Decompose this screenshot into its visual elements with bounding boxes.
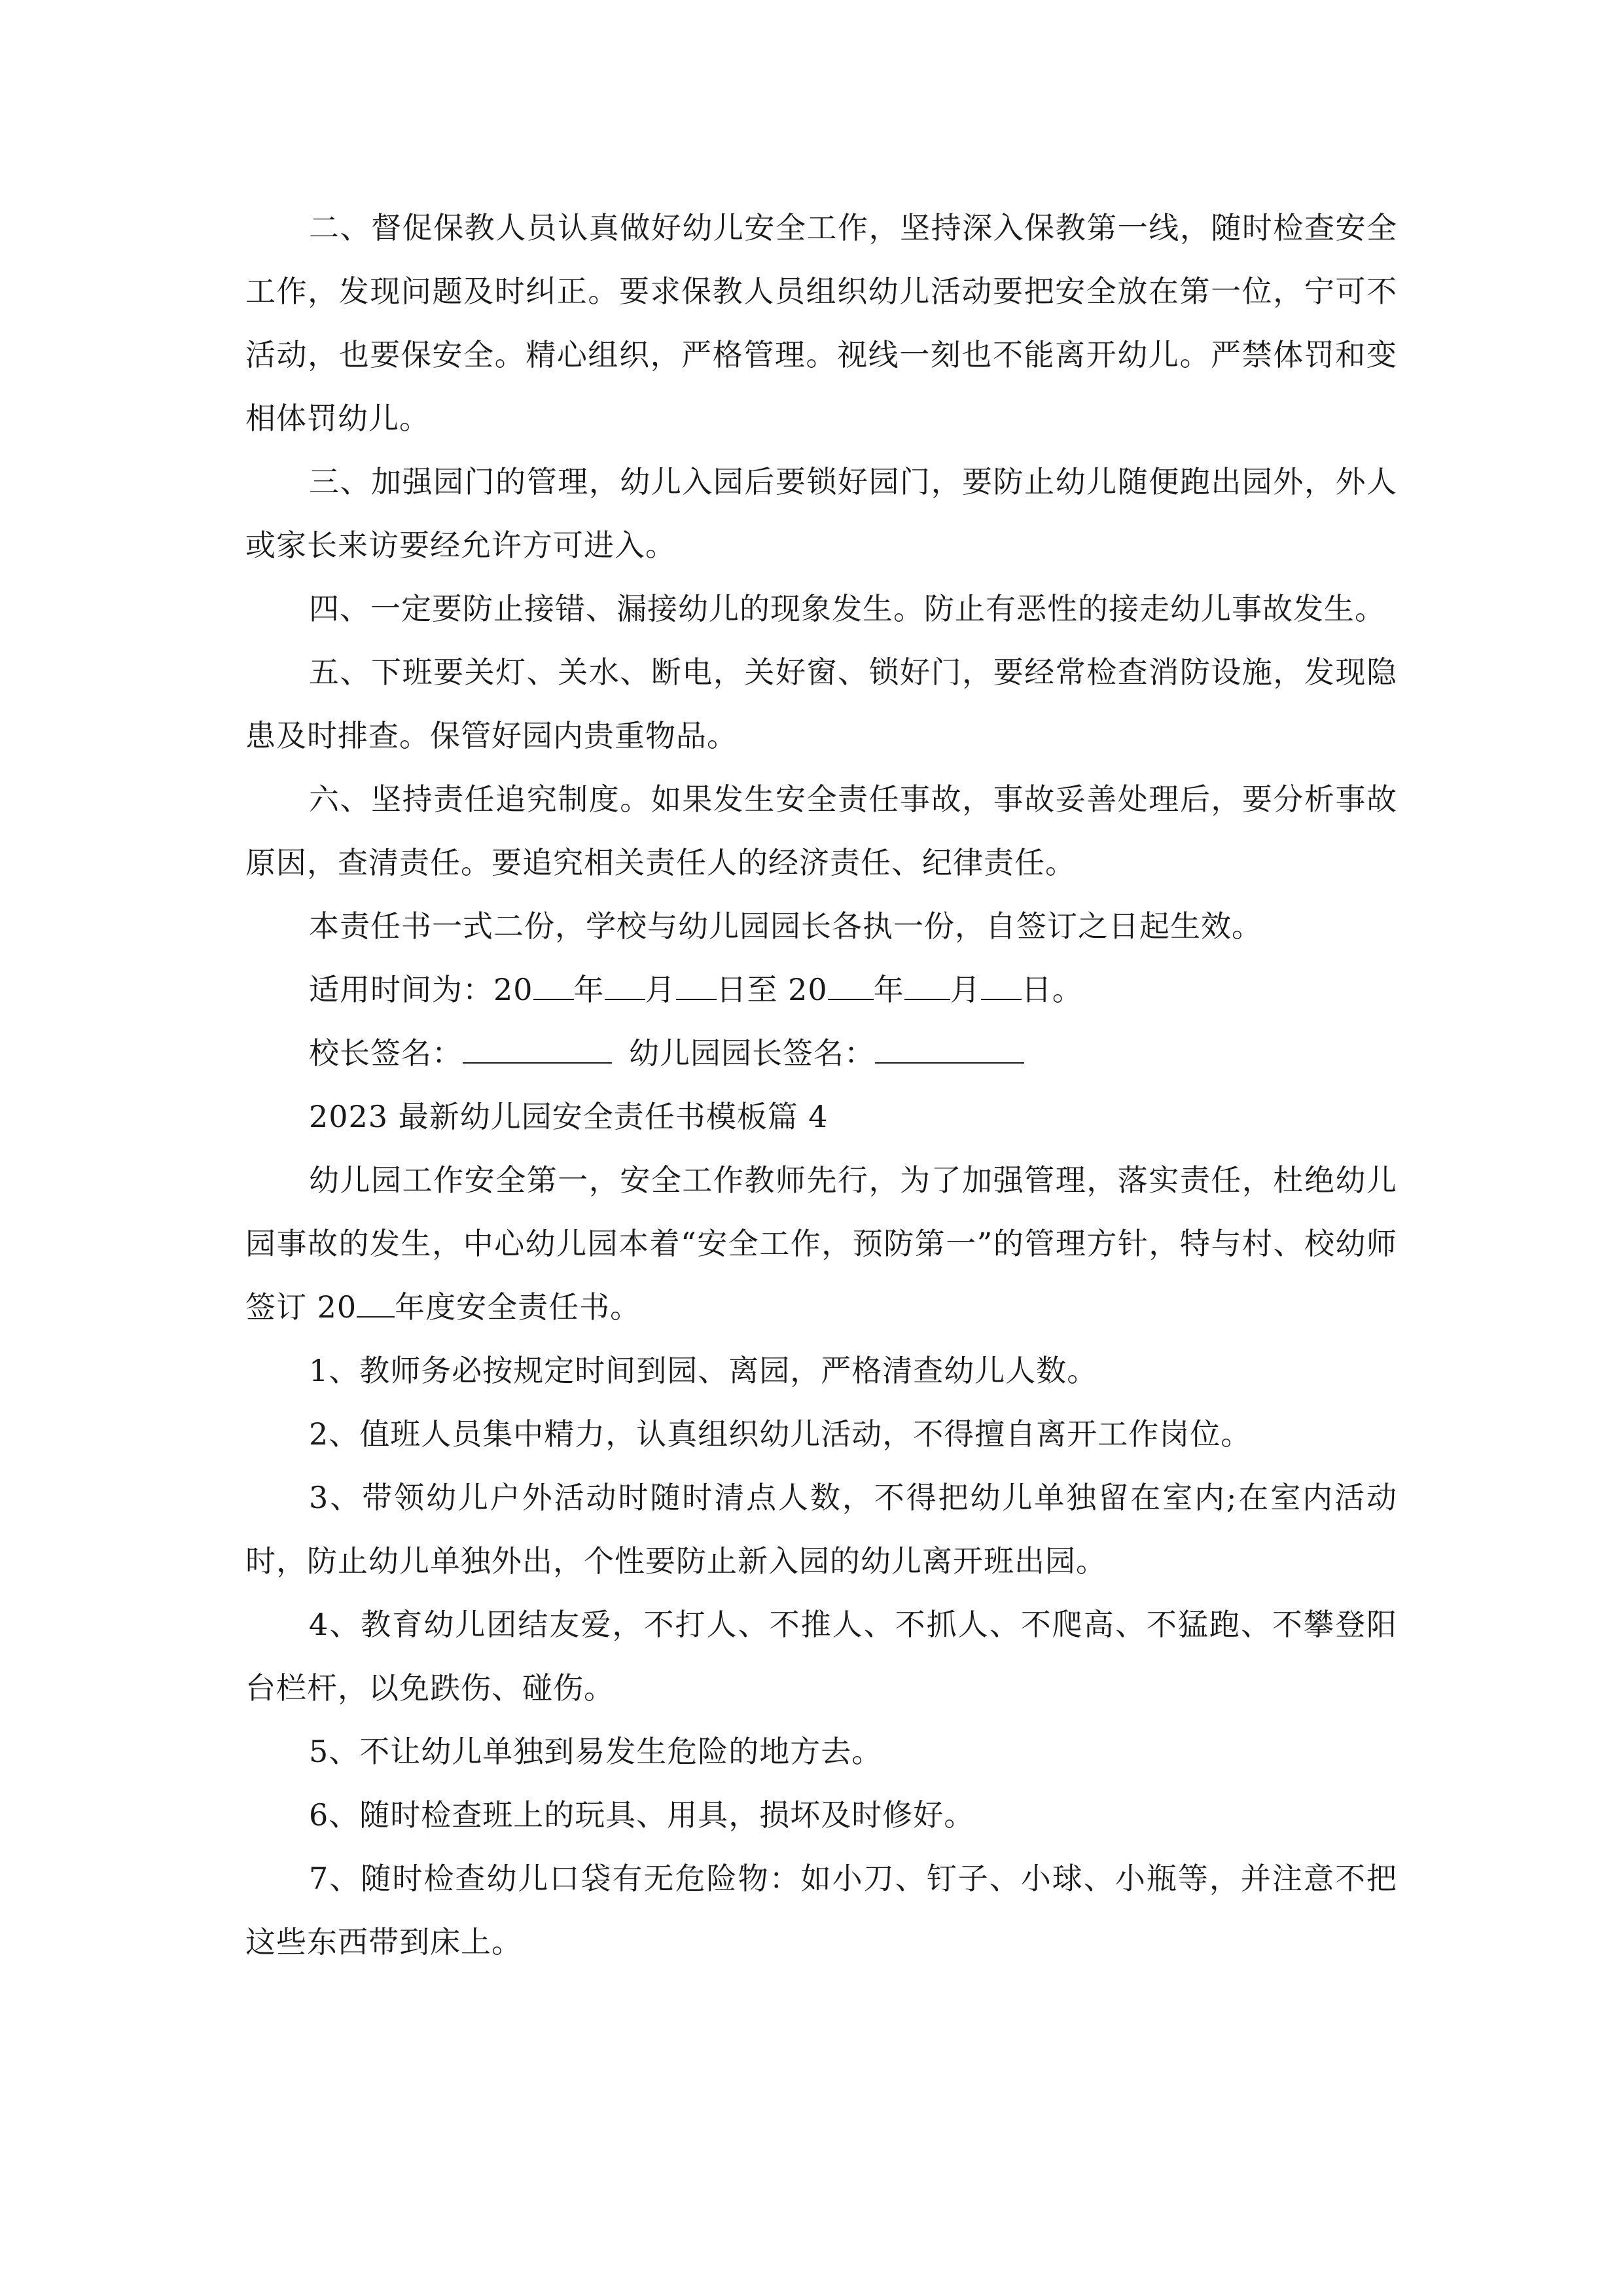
intro-text: 幼儿园工作安全第一，安全工作教师先行，为了加强管理，落实责任，杜绝幼儿园事故的发生，中心幼儿园本着“安全工作，预防第一”的管理方针，特与村、校幼师签订 20	[245, 1162, 1397, 1325]
year-label-1: 年	[573, 972, 605, 1007]
paragraph-3-gate: 三、加强园门的管理，幼儿入园后要锁好园门，要防止幼儿随便跑出园外，外人或家长来访要经允许方可进入。	[245, 464, 1397, 563]
day-to-label: 日至 20	[716, 972, 828, 1007]
director-signature-label: 幼儿园园长签名：	[629, 1035, 875, 1071]
day-blank-1	[676, 962, 717, 1000]
day-blank-2	[981, 962, 1022, 1000]
list-item: 2、值班人员集中精力，认真组织幼儿活动，不得擅自离开工作岗位。	[309, 1416, 1252, 1452]
list-item: 6、随时检查班上的玩具、用具，损坏及时修好。	[309, 1797, 975, 1833]
principal-signature-blank	[463, 1026, 612, 1064]
list-item: 1、教师务必按规定时间到园、离园，严格清查幼儿人数。	[309, 1353, 1098, 1388]
list-item: 4、教育幼儿团结友爱，不打人、不推人、不抓人、不爬高、不猛跑、不攀登阳台栏杆，以免跌伤、碰伤。	[245, 1607, 1397, 1706]
validity-period-line	[245, 958, 1397, 1022]
section-title: 2023 最新幼儿园安全责任书模板篇 4	[309, 1099, 829, 1134]
paragraph-copies: 本责任书一式二份，学校与幼儿园园长各执一份，自签订之日起生效。	[309, 908, 1262, 944]
validity-prefix: 适用时间为：20	[309, 972, 533, 1007]
year-label-2: 年	[873, 972, 904, 1007]
day-label-2: 日。	[1021, 972, 1083, 1007]
month-label-2: 月	[950, 972, 981, 1007]
paragraph-2-supervise: 二、督促保教人员认真做好幼儿安全工作，坚持深入保教第一线，随时检查安全工作，发现问题及时纠正。要求保教人员组织幼儿活动要把安全放在第一位，宁可不活动，也要保安全。精心组织，严格管理。视线一刻也不能离开幼儿。严禁体罚和变相体罚幼儿。	[245, 210, 1397, 436]
list-item: 7、随时检查幼儿口袋有无危险物：如小刀、钉子、小球、小瓶等，并注意不把这些东西带到床上。	[245, 1861, 1397, 1960]
paragraph-5-closing: 五、下班要关灯、关水、断电，关好窗、锁好门，要经常检查消防设施，发现隐患及时排查。保管好园内贵重物品。	[245, 655, 1397, 753]
month-blank-1	[605, 962, 645, 1000]
principal-signature-label: 校长签名：	[309, 1035, 463, 1071]
intro-paragraph	[245, 1149, 1397, 1339]
document-body	[245, 196, 1397, 1974]
paragraph-4-pickup: 四、一定要防止接错、漏接幼儿的现象发生。防止有恶性的接走幼儿事故发生。	[309, 591, 1385, 626]
year-blank-2	[828, 962, 874, 1000]
month-blank-2	[904, 962, 950, 1000]
director-signature-blank	[875, 1026, 1024, 1064]
month-label-1: 月	[645, 972, 676, 1007]
list-item: 5、不让幼儿单独到易发生危险的地方去。	[309, 1734, 883, 1769]
signature-line	[245, 1022, 1397, 1085]
intro-text-end: 年度安全责任书。	[395, 1289, 641, 1325]
paragraph-6-accountability: 六、坚持责任追究制度。如果发生安全责任事故，事故妥善处理后，要分析事故原因，查清责任。要追究相关责任人的经济责任、纪律责任。	[245, 781, 1397, 880]
list-item: 3、带领幼儿户外活动时随时清点人数，不得把幼儿单独留在室内;在室内活动时，防止幼儿单独外出，个性要防止新入园的幼儿离开班出园。	[245, 1480, 1397, 1579]
year-blank-intro	[357, 1280, 395, 1318]
year-blank-1	[533, 962, 574, 1000]
